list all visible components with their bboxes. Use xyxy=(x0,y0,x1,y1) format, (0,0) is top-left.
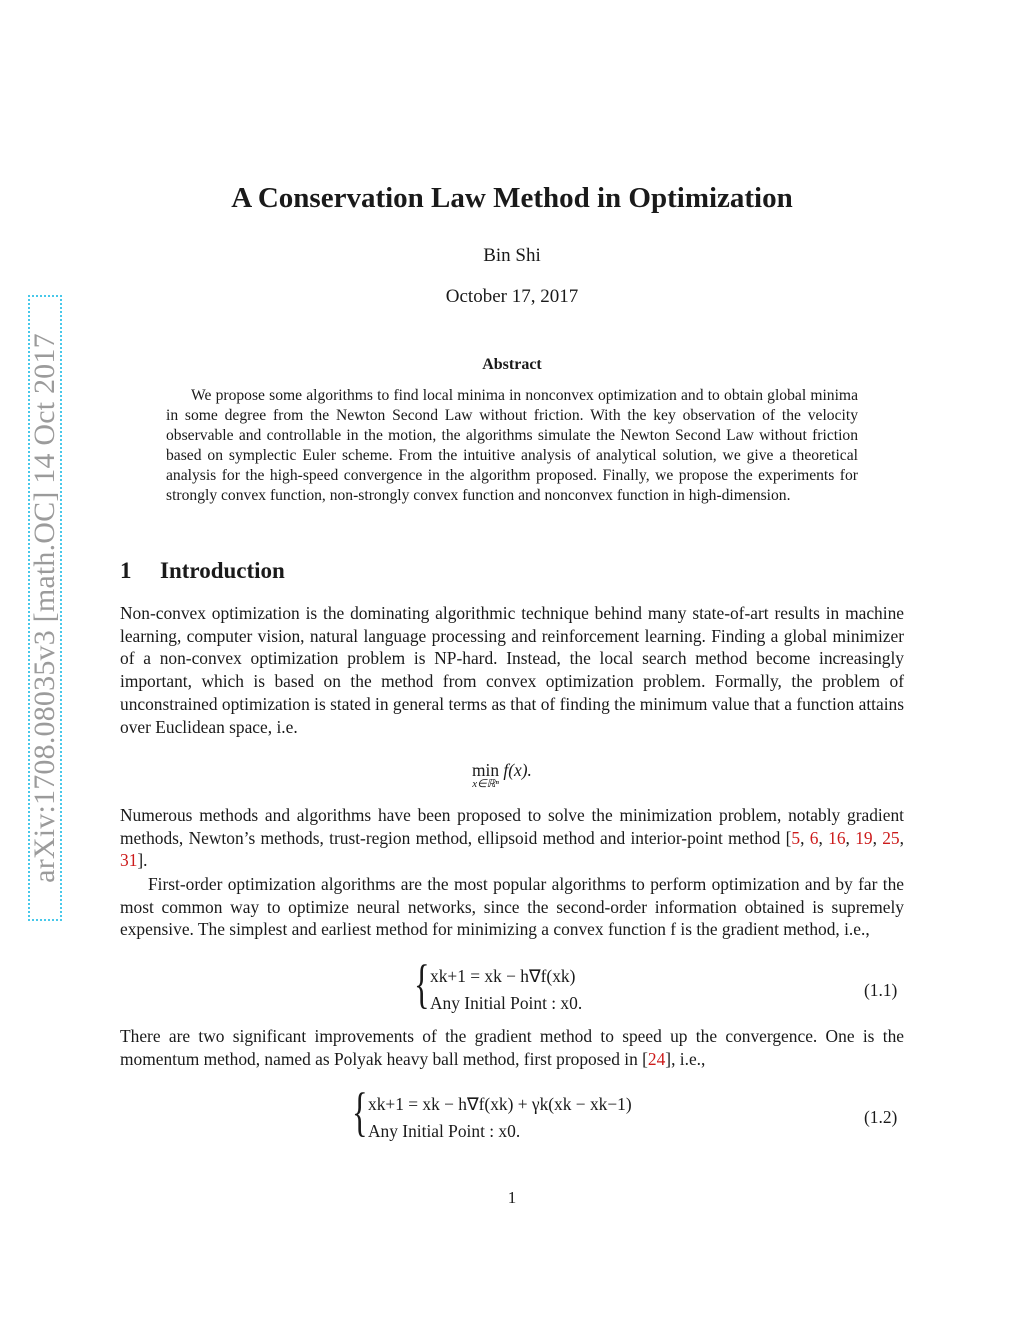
paragraph-2-end: ]. xyxy=(137,850,148,871)
arxiv-stamp-text: arXiv:1708.08035v3 [math.OC] 14 Oct 2017 xyxy=(28,333,61,883)
minimization-display-equation xyxy=(472,760,532,790)
citation-link[interactable]: 31 xyxy=(120,850,138,871)
page-number: 1 xyxy=(507,1188,517,1207)
min-subscript: x∈ℝⁿ xyxy=(472,778,499,790)
equation-number-1-2: (1.2) xyxy=(864,1107,898,1127)
paragraph-4-text: There are two significant improvements of the gradient method to speed up the convergence. One is the momentum method, named as Polyak heavy ball method, first proposed in [ xyxy=(120,1026,904,1069)
citation-link[interactable]: 16 xyxy=(828,827,846,848)
arxiv-identifier-stamp xyxy=(28,295,66,923)
min-operator-text: min xyxy=(472,760,500,780)
paper-date: October 17, 2017 xyxy=(445,286,579,307)
min-operator xyxy=(472,760,499,790)
equation-1-2-line-1: xk+1 = xk − h∇f(xk) + γk(xk − xk−1) xyxy=(368,1094,632,1114)
paragraph-4-end: ], i.e., xyxy=(665,1048,706,1069)
equation-1-1-line-1: xk+1 = xk − h∇f(xk) xyxy=(430,966,576,986)
citation-link[interactable]: 19 xyxy=(855,827,873,848)
paper-title: A Conservation Law Method in Optimization xyxy=(231,182,793,214)
section-heading-introduction xyxy=(120,558,285,584)
abstract-text: We propose some algorithms to find local minima in nonconvex optimization and to obtain global minima in some degree from the Newton Second Law without friction. With the key observation of the velocity observable and controllable in the motion, the algorithms simulate the Newton Second Law without friction based on symplectic Euler scheme. From the intuitive analysis of analytical solution, we give a theoretical analysis for the high-speed convergence in the algorithm proposed. Finally, we propose the experiments for strongly convex function, non-strongly convex function and nonconvex function in high-dimension. xyxy=(166,387,858,504)
paragraph-2-text: Numerous methods and algorithms have been proposed to solve the minimization problem, notably gradient methods, Newton’s methods, trust-region method, ellipsoid method and interior-point method [ xyxy=(120,805,904,848)
equation-1-1-line-2: Any Initial Point : x0. xyxy=(430,993,583,1013)
left-brace: { xyxy=(414,954,430,1014)
citation-link[interactable]: 5 xyxy=(791,827,801,848)
intro-paragraph-1: Non-convex optimization is the dominating algorithmic technique behind many state-of-art results in machine learning, computer vision, natural language processing and reinforcement learning. Finding a global minimizer of a non-convex optimization problem is NP-hard. Instead, the local search method become increasingly important, which is based on the method from convex optimization problem. Formally, the problem of unconstrained optimization is stated in general terms as that of finding the minimum value that a function attains over Euclidean space, i.e. xyxy=(120,603,904,737)
citation-link[interactable]: 24 xyxy=(647,1048,666,1069)
intro-paragraph-4 xyxy=(120,1025,904,1070)
left-brace: { xyxy=(352,1082,368,1142)
citation-link[interactable]: 6 xyxy=(809,827,819,848)
min-expression: f(x). xyxy=(503,760,532,780)
section-number: 1 xyxy=(120,558,132,583)
equation-1-2-line-2: Any Initial Point : x0. xyxy=(368,1121,521,1141)
author-name: Bin Shi xyxy=(483,245,541,266)
citation-link[interactable]: 25 xyxy=(882,827,900,848)
intro-paragraph-2: Numerous methods and algorithms have been proposed to solve the minimization problem, notably gradient methods, Newton’s methods, trust-region method, ellipsoid method and interior-point method [5, 6, 16, 19, 25, 31]. xyxy=(120,805,904,871)
section-title: Introduction xyxy=(160,558,285,583)
abstract-heading: Abstract xyxy=(482,356,542,373)
equation-number-1-1: (1.1) xyxy=(864,980,898,1000)
intro-paragraph-3: First-order optimization algorithms are the most popular algorithms to perform optimization and by far the most common way to optimize neural networks, since the second-order information obtained is supremely expensive. The simplest and earliest method for minimizing a convex function f is the gradient method, i.e., xyxy=(120,874,904,940)
